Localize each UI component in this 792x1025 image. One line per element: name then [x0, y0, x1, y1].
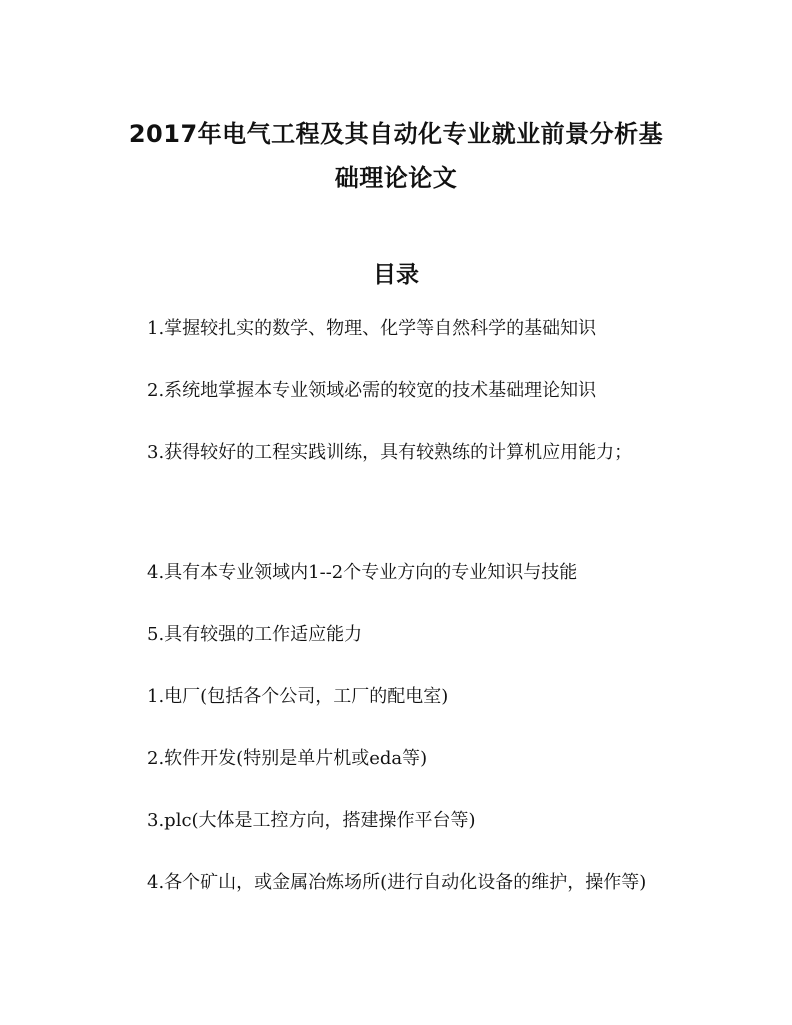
toc-item: 5.具有较强的工作适应能力	[147, 624, 363, 645]
toc-list	[114, 310, 674, 944]
toc-item: 3.获得较好的工程实践训练，具有较熟练的计算机应用能力；	[147, 442, 633, 463]
toc-heading: 目录	[373, 262, 419, 288]
toc-item: 1.掌握较扎实的数学、物理、化学等自然科学的基础知识	[147, 318, 597, 339]
toc-item: 4.各个矿山，或金属冶炼场所(进行自动化设备的维护，操作等)	[147, 872, 647, 893]
title-line-2: 础理论论文	[334, 164, 458, 192]
toc-item: 1.电厂(包括各个公司，工厂的配电室)	[147, 686, 449, 707]
toc-item: 3.plc(大体是工控方向，搭建操作平台等)	[147, 810, 476, 831]
toc-item: 4.具有本专业领域内1--2个专业方向的专业知识与技能	[147, 562, 578, 583]
toc-item: 2.软件开发(特别是单片机或eda等)	[147, 748, 428, 769]
document-title	[100, 112, 692, 200]
toc-item: 2.系统地掌握本专业领域必需的较宽的技术基础理论知识	[147, 380, 597, 401]
title-line-1: 2017年电气工程及其自动化专业就业前景分析基	[128, 120, 664, 148]
